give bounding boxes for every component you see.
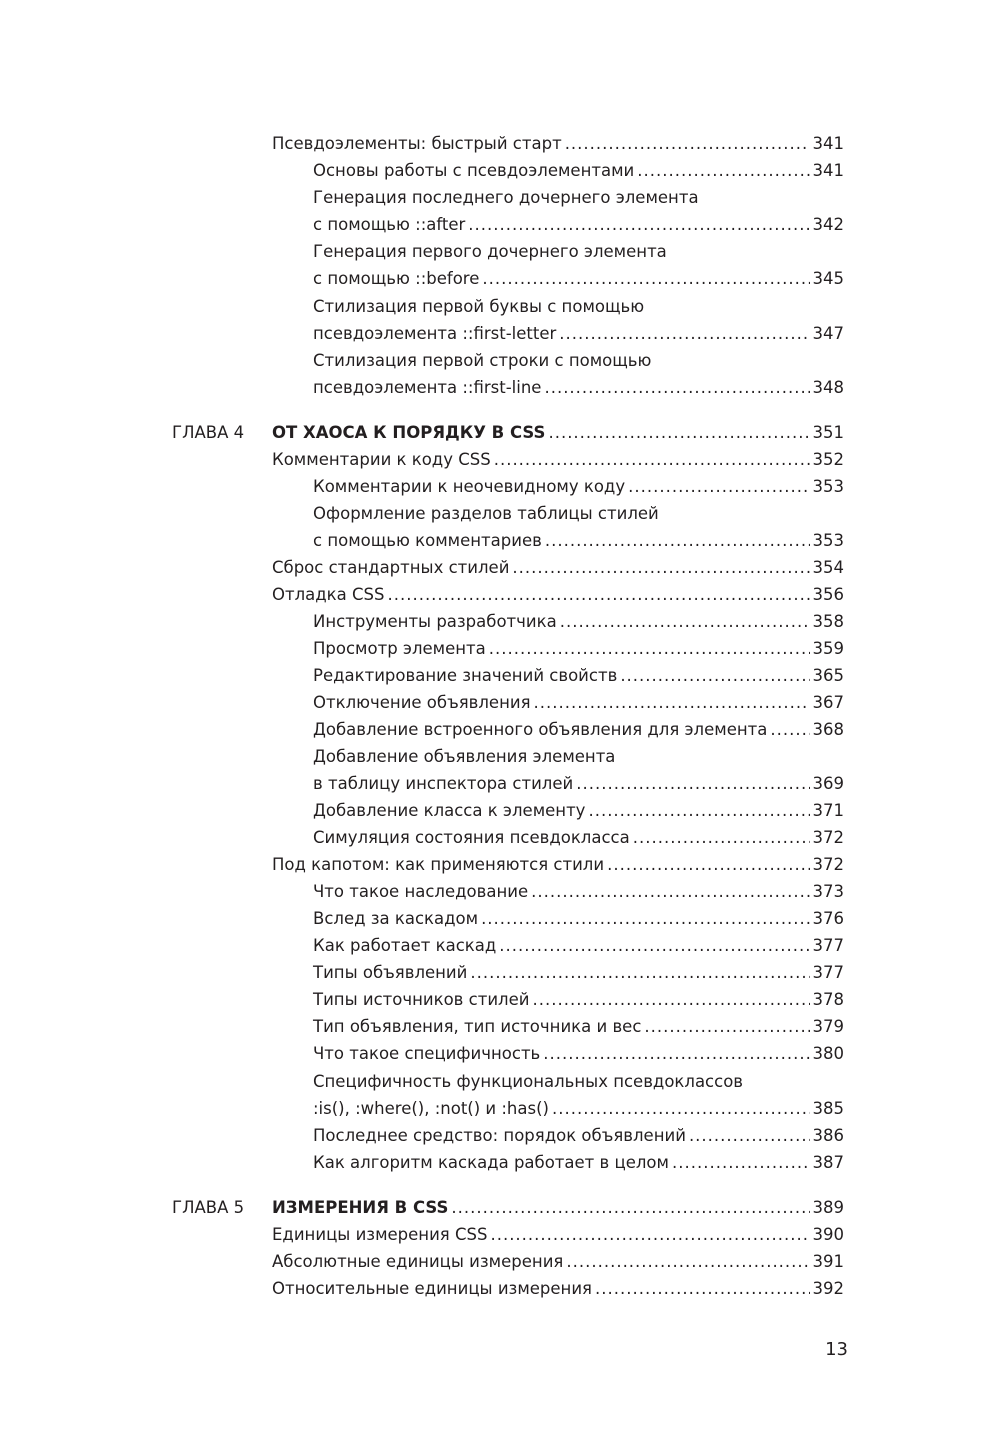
toc-entry-page: 372 [812, 828, 844, 847]
toc-entry-title: Как алгоритм каскада работает в целом [313, 1153, 669, 1172]
dot-leader [576, 770, 809, 797]
toc-entry [313, 716, 844, 743]
toc-entry-page: 371 [812, 801, 844, 820]
toc-entry [313, 1040, 844, 1067]
dot-leader [689, 1122, 810, 1149]
toc-entry-page: 392 [812, 1279, 844, 1298]
dot-leader [512, 554, 809, 581]
dot-leader [468, 211, 809, 238]
toc-entry-title: псевдоэлемента ::first-letter [313, 324, 557, 343]
toc-entry-title: :is(), :where(), :not() и :has() [313, 1099, 549, 1118]
toc-entry-title: Комментарии к неочевидному коду [313, 477, 626, 496]
toc-entry-title: Редактирование значений свойств [313, 666, 618, 685]
toc-entry-title: Стилизация первой буквы с помощью [313, 297, 645, 316]
dot-leader [489, 635, 810, 662]
toc-entry-title: с помощью комментариев [313, 531, 542, 550]
toc-entry-page: 372 [812, 855, 844, 874]
toc-entry [313, 959, 844, 986]
chapter-label: ГЛАВА 4 [172, 423, 245, 442]
dot-leader [770, 716, 809, 743]
toc-entry-page: 386 [812, 1126, 844, 1145]
toc-entry-title: псевдоэлемента ::first-line [313, 378, 542, 397]
toc-entry [313, 374, 844, 401]
dot-leader [387, 581, 809, 608]
toc-entry-title: Оформление разделов таблицы стилей [313, 504, 659, 523]
dot-leader [548, 419, 809, 446]
dot-leader [552, 1095, 810, 1122]
dot-leader [588, 797, 809, 824]
toc-entry [313, 347, 844, 374]
toc-entry [313, 743, 844, 770]
dot-leader [566, 1248, 809, 1275]
toc-entry-title: Псевдоэлементы: быстрый старт [272, 134, 562, 153]
toc-entry [313, 500, 844, 527]
toc-entry [313, 238, 844, 265]
toc-entry-title: Специфичность функциональных псевдоклассов [313, 1072, 744, 1091]
toc-entry-title: Добавление объявления элемента [313, 747, 616, 766]
toc-entry [313, 1013, 844, 1040]
toc-entry [313, 1122, 844, 1149]
toc-entry [313, 689, 844, 716]
dot-leader [672, 1149, 810, 1176]
toc-entry-page: 351 [812, 423, 844, 442]
toc-entry-title: Отключение объявления [313, 693, 531, 712]
toc-entry-title: Что такое наследование [313, 882, 529, 901]
toc-entry-page: 376 [812, 909, 844, 928]
toc-entry [272, 1221, 844, 1248]
toc-entry-title: в таблицу инспектора стилей [313, 774, 574, 793]
toc-entry-page: 358 [812, 612, 844, 631]
dot-leader [451, 1194, 809, 1221]
toc-entry [313, 211, 844, 238]
toc-entry-page: 348 [812, 378, 844, 397]
toc-entry-title: Тип объявления, тип источника и вес [313, 1017, 642, 1036]
toc-entry [313, 905, 844, 932]
toc-entry [313, 770, 844, 797]
toc-entry-page: 347 [812, 324, 844, 343]
toc-entry-title: Комментарии к коду CSS [272, 450, 491, 469]
toc-entry [313, 473, 844, 500]
toc-chapter [272, 1194, 844, 1221]
toc-entry-title: Как работает каскад [313, 936, 497, 955]
dot-leader [499, 932, 809, 959]
dot-leader [543, 1040, 809, 1067]
toc-entry-title: Добавление класса к элементу [313, 801, 586, 820]
toc-entry-title: ИЗМЕРЕНИЯ В CSS [272, 1198, 449, 1217]
toc-entry-page: 359 [812, 639, 844, 658]
toc-entry [313, 932, 844, 959]
toc-entry [272, 1275, 844, 1302]
toc-entry [313, 184, 844, 211]
dot-leader [565, 130, 810, 157]
toc-entry [313, 1068, 844, 1095]
toc-chapter [272, 419, 844, 446]
toc-entry-title: Под капотом: как применяются стили [272, 855, 605, 874]
toc-entry [272, 1248, 844, 1275]
toc-entry [313, 1149, 844, 1176]
toc-entry-page: 353 [812, 477, 844, 496]
toc-entry [272, 554, 844, 581]
dot-leader [490, 1221, 809, 1248]
dot-leader [595, 1275, 810, 1302]
dot-leader [545, 527, 810, 554]
toc-entry-page: 380 [812, 1044, 844, 1063]
toc-entry-page: 369 [812, 774, 844, 793]
toc-entry-page: 341 [812, 161, 844, 180]
chapter-label: ГЛАВА 5 [172, 1198, 245, 1217]
dot-leader [560, 608, 810, 635]
toc-entry-page: 345 [812, 269, 844, 288]
toc-entry-title: Сброс стандартных стилей [272, 558, 510, 577]
toc-entry-title: Добавление встроенного объявления для элемента [313, 720, 768, 739]
toc-entry [313, 320, 844, 347]
toc-entry-title: ОТ ХАОСА К ПОРЯДКУ В CSS [272, 423, 546, 442]
dot-leader [482, 265, 809, 292]
toc-entry [313, 265, 844, 292]
dot-leader [544, 374, 809, 401]
toc-entry [313, 824, 844, 851]
dot-leader [620, 662, 809, 689]
toc-entry [313, 797, 844, 824]
toc-entry-title: Стилизация первой строки с помощью [313, 351, 652, 370]
toc-entry-title: Отладка CSS [272, 585, 385, 604]
toc-entry [313, 157, 844, 184]
page-number: 13 [825, 1339, 848, 1360]
toc-entry-page: 373 [812, 882, 844, 901]
toc-entry [272, 130, 844, 157]
toc-entry-title: Симуляция состояния псевдокласса [313, 828, 630, 847]
toc-entry-page: 377 [812, 936, 844, 955]
toc-entry-page: 365 [812, 666, 844, 685]
toc-entry-page: 387 [812, 1153, 844, 1172]
toc-entry-page: 390 [812, 1225, 844, 1244]
dot-leader [633, 824, 810, 851]
toc-entry-title: Типы источников стилей [313, 990, 530, 1009]
toc-entry [313, 878, 844, 905]
toc-entry-page: 389 [812, 1198, 844, 1217]
dot-leader [470, 959, 809, 986]
toc-entry-title: Генерация первого дочернего элемента [313, 242, 667, 261]
toc-entry-page: 356 [812, 585, 844, 604]
toc-entry [313, 608, 844, 635]
toc-entry-page: 377 [812, 963, 844, 982]
toc-entry [272, 446, 844, 473]
toc-entry-title: с помощью ::before [313, 269, 480, 288]
dot-leader [637, 157, 809, 184]
toc-entry-page: 391 [812, 1252, 844, 1271]
dot-leader [559, 320, 809, 347]
toc-entry-title: Типы объявлений [313, 963, 468, 982]
toc-entry-title: Просмотр элемента [313, 639, 486, 658]
toc-entry-title: Что такое специфичность [313, 1044, 541, 1063]
toc-entry-page: 368 [812, 720, 844, 739]
toc-entry [313, 986, 844, 1013]
dot-leader [494, 446, 810, 473]
toc-entry [272, 581, 844, 608]
dot-leader [481, 905, 809, 932]
toc-entry-page: 378 [812, 990, 844, 1009]
toc-entry-title: Абсолютные единицы измерения [272, 1252, 564, 1271]
dot-leader [532, 986, 809, 1013]
toc-entry [313, 293, 844, 320]
toc-entry-page: 379 [812, 1017, 844, 1036]
dot-leader [644, 1013, 809, 1040]
toc-entry-page: 385 [812, 1099, 844, 1118]
toc-entry-title: Основы работы с псевдоэлементами [313, 161, 635, 180]
toc-entry-page: 352 [812, 450, 844, 469]
toc-entry-title: с помощью ::after [313, 215, 466, 234]
toc-entry [313, 1095, 844, 1122]
dot-leader [531, 878, 809, 905]
toc-entry-page: 353 [812, 531, 844, 550]
toc-entry-page: 341 [812, 134, 844, 153]
toc-entry [313, 635, 844, 662]
toc-entry-title: Последнее средство: порядок объявлений [313, 1126, 686, 1145]
toc-entry-title: Генерация последнего дочернего элемента [313, 188, 699, 207]
toc-entry-title: Вслед за каскадом [313, 909, 479, 928]
dot-leader [628, 473, 809, 500]
toc-entry [272, 851, 844, 878]
toc-entry-title: Относительные единицы измерения [272, 1279, 592, 1298]
dot-leader [534, 689, 810, 716]
dot-leader [607, 851, 809, 878]
toc-entry-title: Инструменты разработчика [313, 612, 557, 631]
toc-entry [313, 662, 844, 689]
toc-entry-page: 354 [812, 558, 844, 577]
toc-entry [313, 527, 844, 554]
toc-entry-page: 342 [812, 215, 844, 234]
toc-entry-page: 367 [812, 693, 844, 712]
toc-entry-title: Единицы измерения CSS [272, 1225, 488, 1244]
